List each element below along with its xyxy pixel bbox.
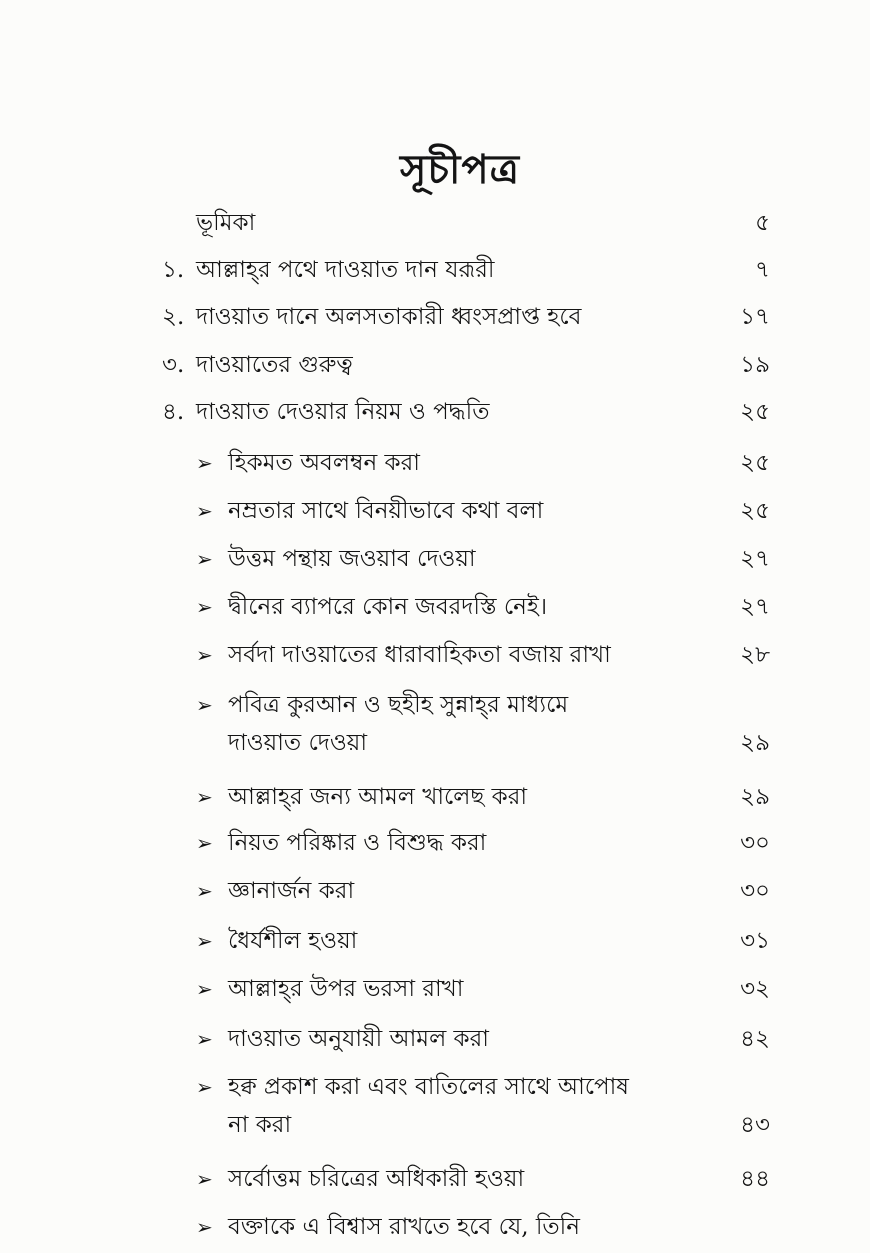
toc-entry-title: দ্বীনের ব্যাপরে কোন জবরদস্তি নেই। (228, 594, 548, 620)
arrow-bullet-icon: ➢ (196, 451, 213, 475)
toc-page-number: ২৯ (740, 784, 770, 810)
toc-entry-title: দাওয়াত দানে অলসতাকারী ধ্বংসপ্রাপ্ত হবে (196, 304, 582, 330)
arrow-bullet-icon: ➢ (196, 1027, 213, 1051)
arrow-bullet-icon: ➢ (196, 643, 213, 667)
toc-page-number: ২৭ (740, 546, 770, 572)
toc-page-number: ২৭ (740, 594, 770, 620)
arrow-bullet-icon: ➢ (196, 499, 213, 523)
toc-entry-title: সর্বদা দাওয়াতের ধারাবাহিকতা বজায় রাখা (228, 642, 611, 668)
toc-page-number: ৭ (755, 257, 770, 283)
toc-page-number: ৪২ (740, 1026, 770, 1052)
toc-page-number: ৩০ (740, 878, 770, 904)
toc-entry-title: ধৈর্যশীল হওয়া (228, 928, 358, 954)
toc-entry-number: ২. (162, 304, 185, 330)
arrow-bullet-icon: ➢ (196, 879, 213, 903)
toc-entry-title: নম্রতার সাথে বিনয়ীভাবে কথা বলা (228, 498, 544, 524)
toc-page-number: ২৮ (740, 642, 770, 668)
toc-entry-title: ভূমিকা (196, 210, 256, 236)
toc-entry-title: নিয়ত পরিষ্কার ও বিশুদ্ধ করা (228, 830, 487, 856)
toc-entry-title: পবিত্র কুরআন ও ছহীহ সুন্নাহ্‌র মাধ্যমে (228, 692, 569, 718)
toc-entry-title: জ্ঞানার্জন করা (228, 878, 355, 904)
toc-entry-title: দাওয়াত অনুযায়ী আমল করা (228, 1026, 489, 1052)
arrow-bullet-icon: ➢ (196, 547, 213, 571)
arrow-bullet-icon: ➢ (196, 785, 213, 809)
toc-entry-title: আল্লাহ্‌র পথে দাওয়াত দান যরূরী (196, 257, 495, 283)
toc-page-number: ২৯ (740, 730, 770, 756)
toc-entry-title: হক্ব প্রকাশ করা এবং বাতিলের সাথে আপোষ (228, 1074, 629, 1100)
toc-page-number: ২৫ (740, 399, 770, 425)
toc-page-number: ২৫ (740, 450, 770, 476)
toc-page-number: ১৯ (740, 352, 770, 378)
arrow-bullet-icon: ➢ (196, 1167, 213, 1191)
toc-entry-title: সর্বোত্তম চরিত্রের অধিকারী হওয়া (228, 1166, 525, 1192)
toc-entry-title: দাওয়াতের গুরুত্ব (196, 352, 353, 378)
toc-entry-title: আল্লাহ্‌র জন্য আমল খালেছ করা (228, 784, 528, 810)
toc-page-number: ৩২ (740, 976, 770, 1002)
toc-page-number: ৫ (755, 210, 770, 236)
toc-entry-number: ১. (162, 257, 185, 283)
arrow-bullet-icon: ➢ (196, 1075, 213, 1099)
toc-entry-number: ৩. (162, 352, 185, 378)
toc-entry-title: উত্তম পন্থায় জওয়াব দেওয়া (228, 546, 476, 572)
toc-page-number: ১৭ (740, 304, 770, 330)
toc-entry-title: দাওয়াত দেওয়ার নিয়ম ও পদ্ধতি (196, 399, 490, 425)
toc-entry-number: ৪. (162, 399, 185, 425)
page-title: সূচীপত্র (400, 146, 520, 193)
arrow-bullet-icon: ➢ (196, 693, 213, 717)
toc-page-number: ৩০ (740, 830, 770, 856)
toc-entry-title-continued: না করা (228, 1112, 292, 1138)
arrow-bullet-icon: ➢ (196, 977, 213, 1001)
toc-entry-title: বক্তাকে এ বিশ্বাস রাখতে হবে যে, তিনি (228, 1214, 580, 1240)
toc-page-number: ৪৩ (740, 1112, 770, 1138)
arrow-bullet-icon: ➢ (196, 595, 213, 619)
toc-page-number: ৪৪ (740, 1166, 770, 1192)
toc-entry-title: আল্লাহ্‌র উপর ভরসা রাখা (228, 976, 464, 1002)
toc-page-number: ৩১ (740, 928, 770, 954)
arrow-bullet-icon: ➢ (196, 929, 213, 953)
toc-entry-title-continued: দাওয়াত দেওয়া (228, 730, 368, 756)
arrow-bullet-icon: ➢ (196, 1215, 213, 1239)
arrow-bullet-icon: ➢ (196, 831, 213, 855)
toc-entry-title: হিকমত অবলম্বন করা (228, 450, 420, 476)
toc-page-number: ২৫ (740, 498, 770, 524)
